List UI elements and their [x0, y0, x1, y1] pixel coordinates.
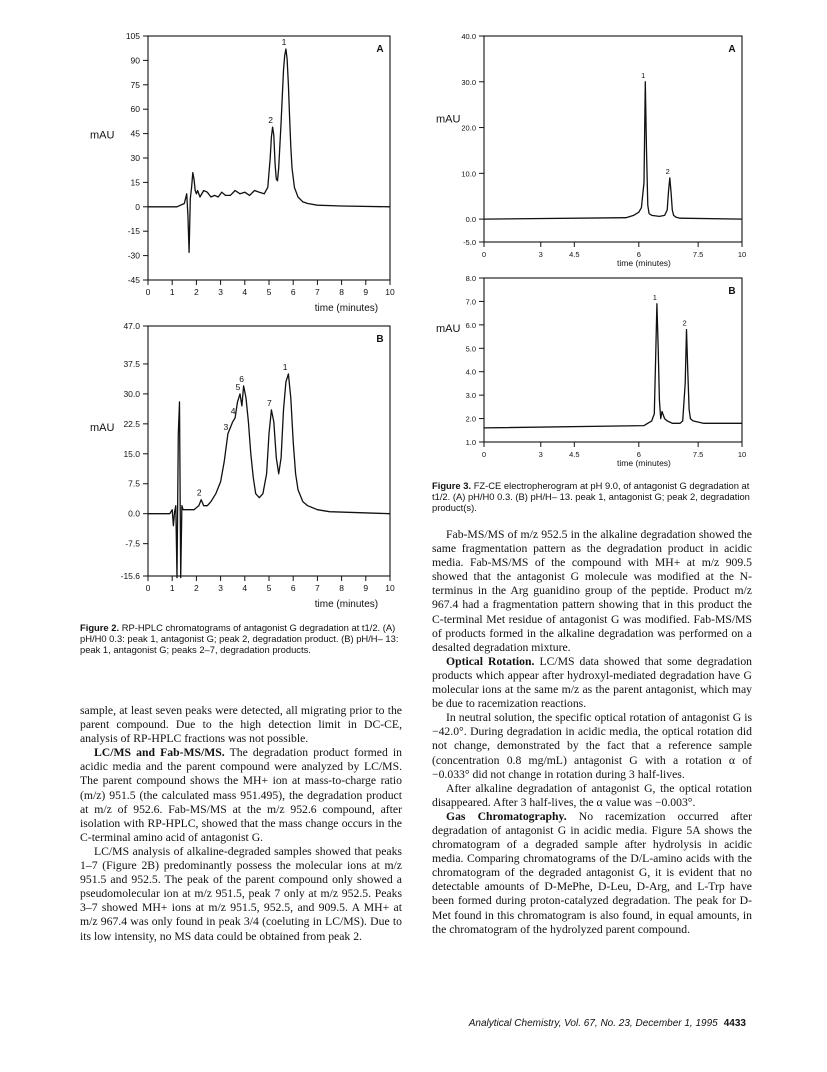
c1-peak-label-6: 6 — [239, 373, 244, 384]
c2-ytick-label-4: 0.0 — [465, 215, 476, 225]
section-heading-optical-rotation: Optical Rotation. — [446, 654, 535, 668]
c1-peak-label-5: 5 — [235, 381, 241, 392]
left-paragraph-2-body: The degradation product formed in acidic media and the parent compound were analyzed by LC/MS. The parent compound shows the MH+ ion at mass-to-charge ratio (m/z) 951.5 (the calculated mass 951.495), the degradation product at m/z of 952.6. Fab-MS/MS at the m/z 952.6 compound, after isolation with RP-HPLC, showed that the mass change occurs in the C-terminal amino acid of antagonist G. — [80, 746, 403, 844]
c3-xtick-label-2: 4.5 — [569, 450, 580, 459]
c1-peak-label-1: 1 — [282, 361, 288, 372]
right-paragraph-2-body: LC/MS data showed that some degradation products which appear after hydroxyl-mediated degradation have G molecular ions at the same m/z as the parent antagonist, which may be due to racemization reactions. — [432, 654, 753, 711]
left-paragraph-2 — [80, 746, 402, 845]
c1-ytick-label-6: 0.0 — [128, 508, 140, 519]
figure-2-caption-label: Figure 2. — [80, 622, 120, 633]
c2-ylabel: mAU — [436, 113, 461, 126]
c3-ytick-label-3: 5.0 — [465, 344, 476, 354]
c1-ytick-label-2: 30.0 — [123, 388, 140, 399]
c3-xtick-label-5: 10 — [737, 450, 747, 459]
c0-xtick-label-3: 3 — [218, 287, 223, 297]
c1-xtick-label-6: 6 — [290, 583, 296, 593]
c0-ytick-label-5: 30 — [130, 153, 140, 163]
c3-xtick-label-3: 6 — [636, 450, 641, 459]
c2-xtick-label-2: 4.5 — [569, 250, 580, 259]
c3-ylabel: mAU — [436, 323, 461, 336]
figure-2a-chart — [80, 28, 420, 323]
left-paragraph-1: sample, at least seven peaks were detected, all migrating prior to the parent compound. Due to the high detection limit in DC-CE, analysis of RP-HPLC fractions was not possible. — [80, 704, 402, 746]
c1-ytick-label-5: 7.5 — [128, 478, 140, 489]
left-paragraph-3: LC/MS analysis of alkaline-degraded samples showed that peaks 1–7 (Figure 2B) predominantly possess the molecular ions at m/z 951.5 and 952.5. The peak of the parent compound only showed a pseudomolecular ion at m/z 951.5, peak 7 only at m/z 952.5. Peaks 3–7 showed MH+ ions at m/z 951.5, 952.5, and 909.5. A MH+ at m/z 967.4 was only found in peak 3/4 (coeluting in LC/MS). Due to its low intensity, no MS data could be obtained from peak 2. — [80, 844, 402, 943]
c3-xtick-label-4: 7.5 — [692, 450, 704, 459]
c3-ytick-label-2: 6.0 — [465, 320, 476, 330]
c1-xtick-label-9: 9 — [363, 583, 369, 593]
c1-ytick-label-4: 15.0 — [123, 448, 140, 459]
c2-xlabel: time (minutes) — [617, 258, 671, 268]
c0-ytick-label-7: 0 — [135, 201, 140, 212]
left-column-text — [80, 704, 402, 944]
c0-xtick-label-9: 9 — [363, 287, 369, 297]
c0-xtick-label-7: 7 — [315, 287, 320, 297]
c3-ytick-label-4: 4.0 — [465, 367, 476, 377]
c0-xtick-label-6: 6 — [290, 287, 296, 297]
c0-ytick-label-0: 105 — [125, 31, 140, 41]
figure-3b-chart — [428, 270, 758, 475]
right-paragraph-2 — [432, 655, 752, 711]
c3-peak-label-2: 2 — [682, 318, 687, 328]
c1-plot-frame — [148, 326, 390, 576]
c1-xlabel: time (minutes) — [314, 599, 379, 610]
c3-plot-frame — [484, 278, 742, 442]
c1-xtick-label-4: 4 — [242, 583, 248, 593]
c0-ytick-label-3: 60 — [130, 104, 140, 115]
c1-xtick-label-5: 5 — [266, 583, 272, 593]
c0-xtick-label-0: 0 — [145, 287, 151, 297]
c0-ytick-label-8: -15 — [127, 226, 140, 237]
c1-ytick-label-3: 22.5 — [123, 418, 140, 429]
c1-ytick-label-0: 47.0 — [123, 321, 140, 331]
c3-trace-line — [484, 304, 742, 428]
c2-ytick-label-0: 40.0 — [461, 32, 476, 41]
c1-xtick-label-10: 10 — [385, 583, 395, 593]
c3-ytick-label-1: 7.0 — [465, 297, 476, 307]
right-paragraph-3: In neutral solution, the specific optical rotation of antagonist G is −42.0°. During degradation in acidic media, the optical rotation did not change, demonstrated by the fact that a reference sample (concentration 0.8 mg/mL) antagonist G with a rotation α of −0.033° did not change in rotation during 3 half-lives. — [432, 711, 752, 781]
c2-xtick-label-4: 7.5 — [692, 250, 704, 259]
c1-xtick-label-7: 7 — [315, 583, 320, 593]
c0-ylabel: mAU — [90, 129, 115, 142]
c3-ytick-label-7: 1.0 — [465, 438, 476, 447]
c1-ytick-label-8: -15.6 — [120, 571, 140, 581]
c0-xtick-label-8: 8 — [339, 287, 344, 297]
c3-ytick-label-0: 8.0 — [465, 274, 476, 283]
c0-xtick-label-5: 5 — [266, 287, 272, 297]
journal-citation: Analytical Chemistry, Vol. 67, No. 23, December 1, 1995 — [468, 1018, 718, 1029]
c2-peak-label-2: 2 — [665, 166, 670, 176]
c3-xtick-label-0: 0 — [481, 450, 487, 459]
figure-3a-chart — [428, 28, 758, 273]
c2-xtick-label-0: 0 — [481, 250, 487, 259]
c2-xtick-label-5: 10 — [737, 250, 747, 259]
c1-peak-label-7: 7 — [267, 397, 272, 408]
c1-peak-label-4: 4 — [230, 405, 236, 416]
figure-3-caption — [432, 480, 752, 514]
c0-xtick-label-10: 10 — [385, 287, 395, 297]
c0-peak-label-1: 1 — [281, 37, 287, 48]
c2-trace-line — [484, 82, 742, 219]
page-number: 4433 — [723, 1018, 746, 1029]
c2-ytick-label-3: 10.0 — [461, 169, 476, 179]
page-footer — [440, 1018, 746, 1029]
c1-peak-label-2: 2 — [196, 487, 202, 498]
c0-xtick-label-2: 2 — [194, 287, 199, 297]
c1-xtick-label-3: 3 — [218, 583, 223, 593]
c1-ytick-label-1: 37.5 — [123, 358, 140, 369]
figure-2-caption — [80, 622, 402, 656]
c0-xtick-label-1: 1 — [169, 287, 175, 297]
c3-ytick-label-6: 2.0 — [465, 414, 476, 424]
right-paragraph-1: Fab-MS/MS of m/z 952.5 in the alkaline degradation showed the same fragmentation pattern as the degradation product in acidic media. Fab-MS/MS of the compound with MH+ at m/z 909.5 showed that the antagonist G molecule was modified at the N-terminus in the Arg guanidino group of the peptide. Product m/z 967.4 had a fragmentation pattern showing that in this product the C-terminal Met residue of antagonist G was modified. Fab-MS/MS of products formed in the alkaline degradation was performed on a desalted degradation mixture. — [432, 528, 752, 654]
c0-trace-line — [148, 49, 390, 252]
c1-peak-label-3: 3 — [223, 421, 229, 432]
c1-panel-label: B — [376, 334, 384, 345]
c2-xtick-label-3: 6 — [636, 250, 641, 259]
c3-ytick-label-5: 3.0 — [465, 391, 476, 401]
c1-xtick-label-2: 2 — [194, 583, 199, 593]
c1-xtick-label-1: 1 — [169, 583, 175, 593]
c0-peak-label-2: 2 — [268, 115, 273, 126]
section-heading-gas-chromatography: Gas Chromatography. — [446, 809, 567, 823]
c0-ytick-label-6: 15 — [130, 177, 140, 188]
c0-xlabel: time (minutes) — [314, 303, 379, 314]
c2-xtick-label-1: 3 — [538, 250, 543, 259]
c2-peak-label-1: 1 — [641, 70, 646, 80]
c0-ytick-label-9: -30 — [127, 250, 140, 261]
figure-3-caption-text: FZ-CE electropherogram at pH 9.0, of antagonist G degradation at t1/2. (A) pH/H0 0.3. (B) pH/H– 13. peak 1, antagonist G; peak 2, degradation product(s). — [432, 480, 750, 514]
c2-ytick-label-5: -5.0 — [463, 238, 476, 247]
c2-ytick-label-2: 20.0 — [461, 123, 476, 133]
figure-2-caption-text: RP-HPLC chromatograms of antagonist G degradation at t1/2. (A) pH/H0 0.3: peak 1, antagonist G; peak 2, degradation product. (B) pH/H– 13: peak 1, antagonist G; peaks 2–7, degradation products. — [80, 622, 399, 656]
c1-ylabel: mAU — [90, 422, 115, 434]
c2-panel-label: A — [728, 44, 736, 55]
c0-panel-label: A — [376, 44, 384, 55]
right-paragraph-4: After alkaline degradation of antagonist G, the optical rotation disappeared. After 3 half-lives, the α value was −0.003°. — [432, 781, 752, 809]
c1-ytick-label-7: -7.5 — [125, 538, 140, 549]
c0-xtick-label-4: 4 — [242, 287, 248, 297]
c0-ytick-label-10: -45 — [127, 275, 140, 285]
c1-xtick-label-8: 8 — [339, 583, 344, 593]
right-column-text — [432, 528, 752, 937]
c0-ytick-label-2: 75 — [130, 79, 140, 90]
c0-ytick-label-1: 90 — [130, 55, 140, 66]
figure-2b-chart — [80, 318, 420, 618]
c3-panel-label: B — [728, 286, 736, 297]
c3-peak-label-1: 1 — [652, 292, 657, 302]
c1-xtick-label-0: 0 — [145, 583, 151, 593]
c0-plot-frame — [148, 36, 390, 280]
c2-ytick-label-1: 30.0 — [461, 77, 476, 87]
c0-ytick-label-4: 45 — [130, 128, 140, 139]
c3-xlabel: time (minutes) — [617, 458, 671, 468]
c3-xtick-label-1: 3 — [538, 450, 543, 459]
c2-plot-frame — [484, 36, 742, 242]
figure-3-caption-label: Figure 3. — [432, 480, 472, 491]
section-heading-lcms: LC/MS and Fab-MS/MS. — [94, 746, 225, 760]
right-paragraph-5-body: No racemization occurred after degradation of antagonist G in acidic media. Figure 5A shows the chromatogram of a degraded sample after hydrolysis in acidic media. Comparing chromatograms of the D/L-amino acids with the chromatogram of the degraded antagonist G, it is evident that no detectable amounts of D-MePhe, D-Leu, D-Arg, and L-Trp have been formed during proton-catalyzed degradation. The peak for D-Met found in this chromatogram is also found, in equal amounts, in the chromatogram of the hydrolyzed parent compound. — [432, 809, 753, 936]
right-paragraph-5 — [432, 810, 752, 937]
